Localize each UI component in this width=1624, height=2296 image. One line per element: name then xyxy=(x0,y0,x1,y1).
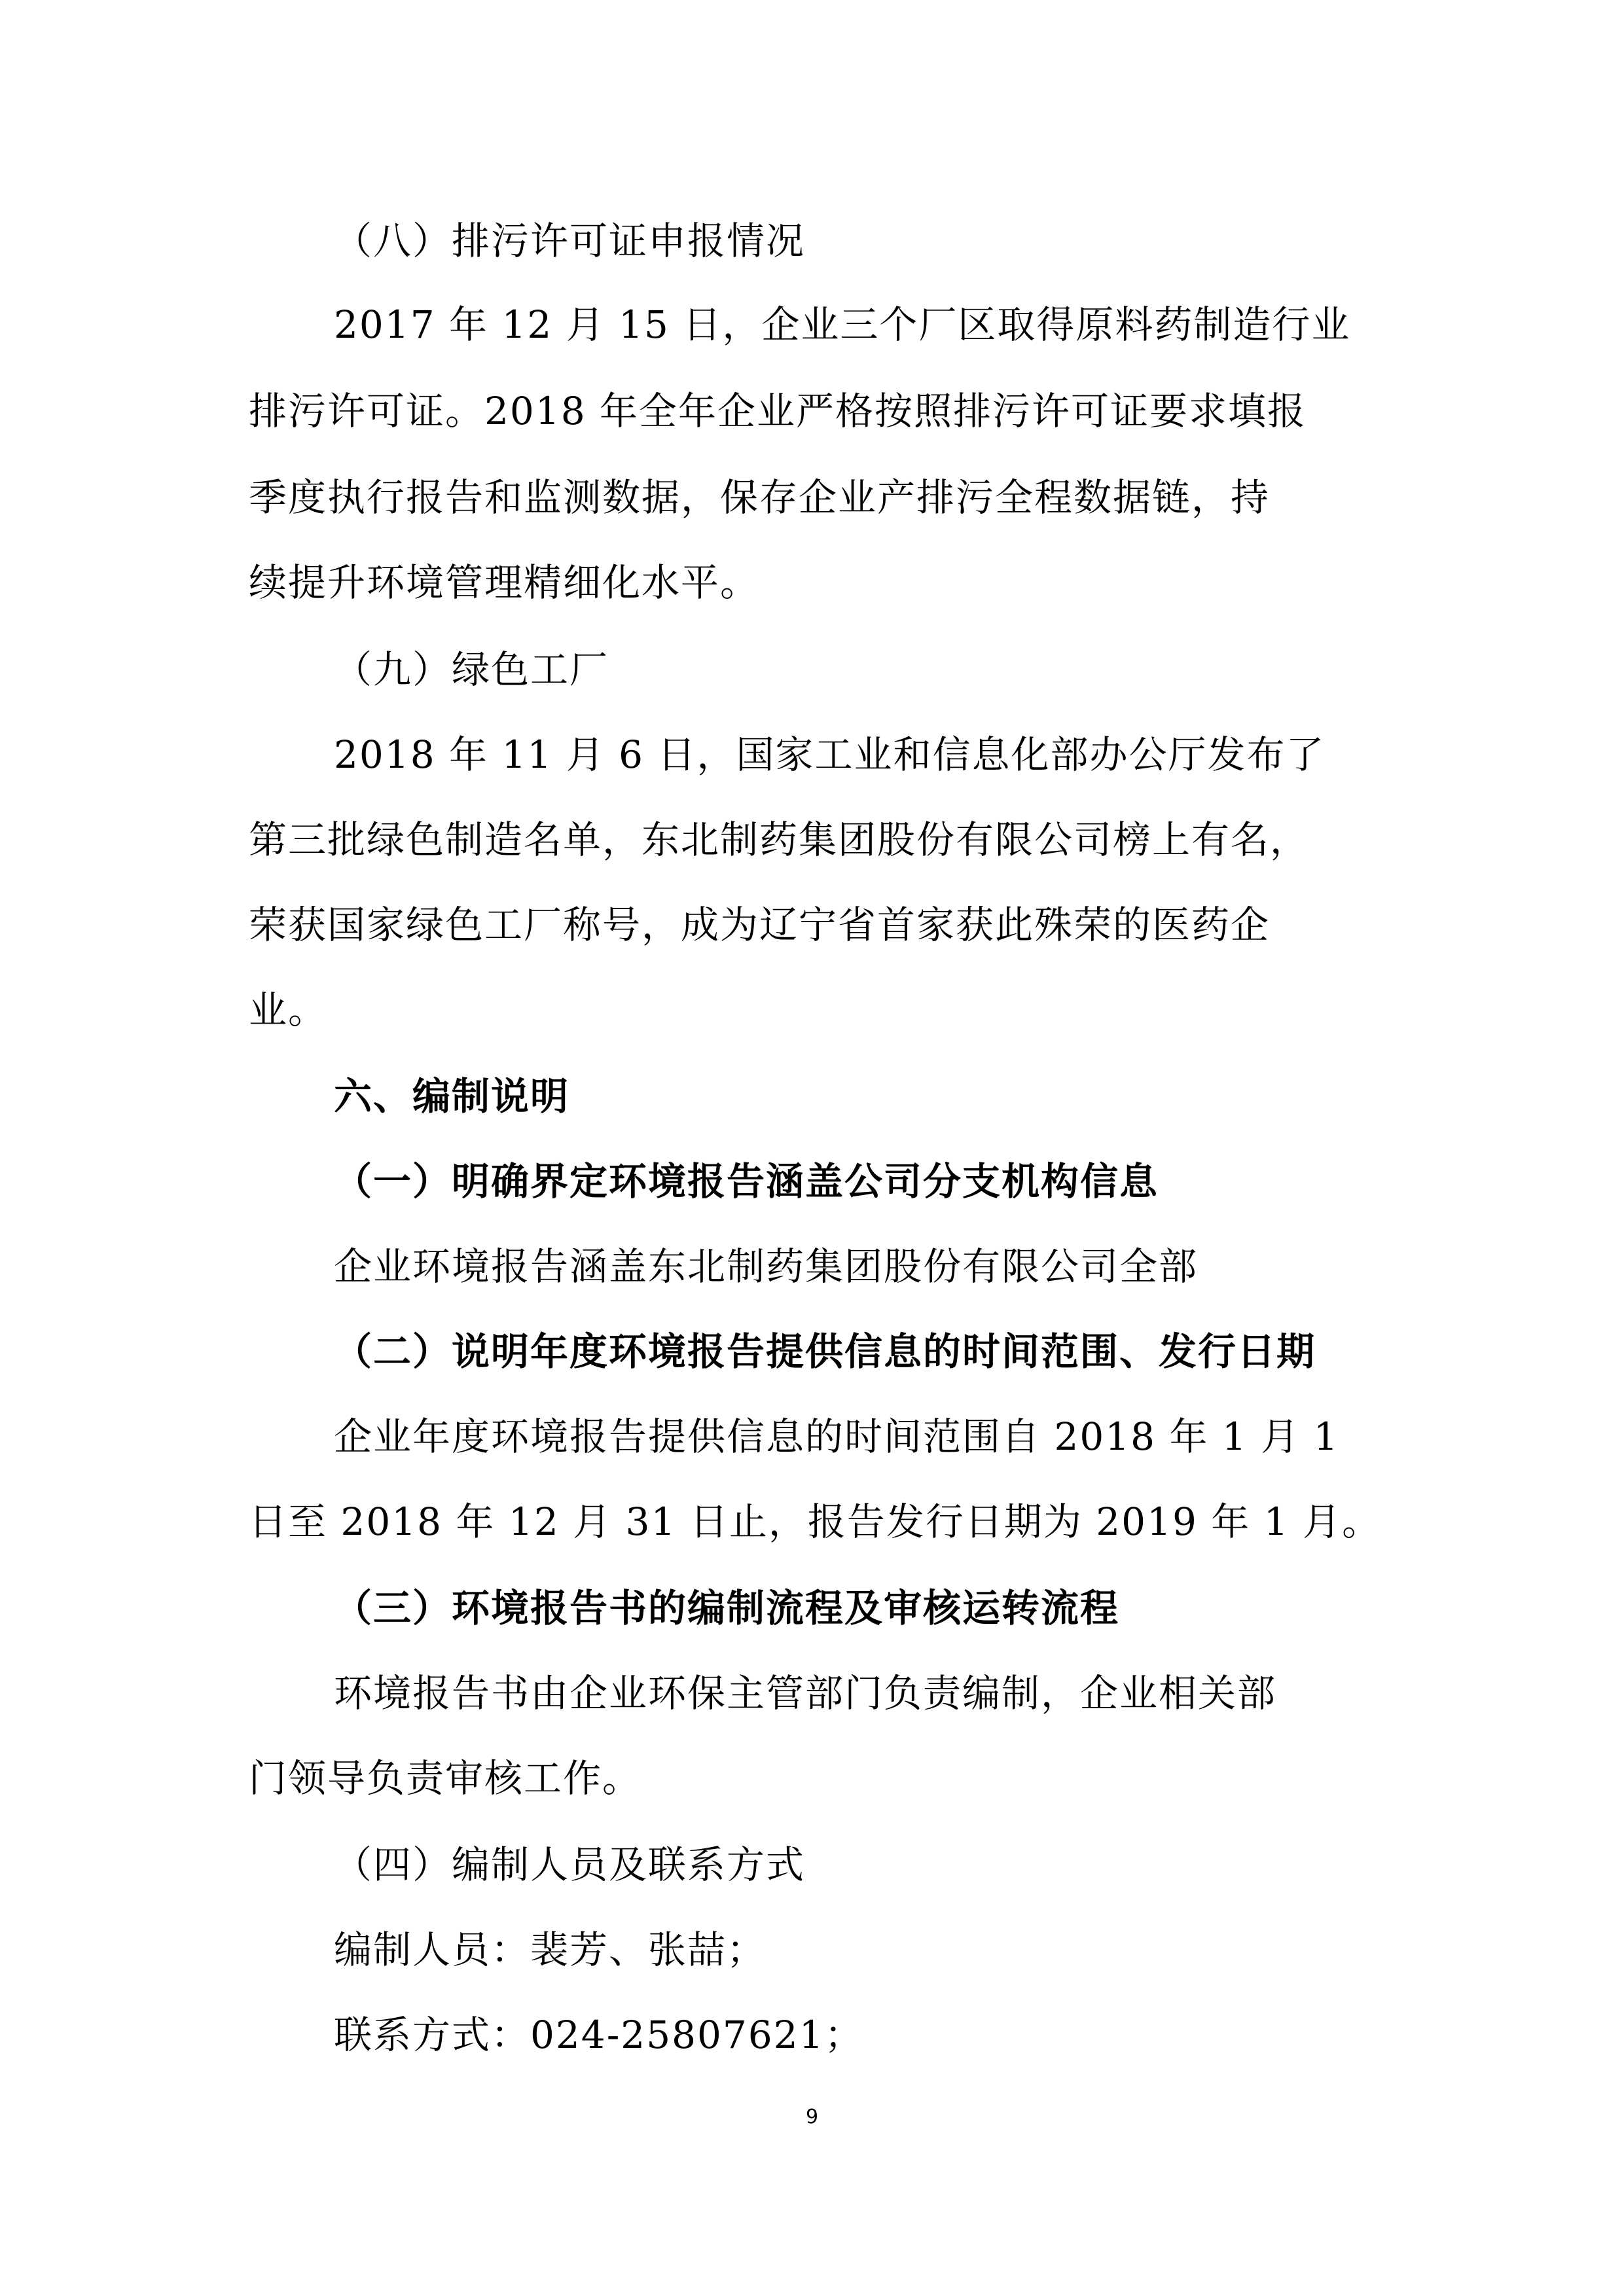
section-9-paragraph-line-4: 业。 xyxy=(249,988,328,1032)
subsection-2-line-2: 日至 2018 年 12 月 31 日止，报告发行日期为 2019 年 1 月。 xyxy=(249,1499,1382,1544)
contact-line: 联系方式：024-25807621； xyxy=(334,2013,864,2057)
subsection-2-line-1: 企业年度环境报告提供信息的时间范围自 2018 年 1 月 1 xyxy=(334,1414,1339,1459)
subsection-3-line-1: 环境报告书由企业环保主管部门负责编制，企业相关部 xyxy=(334,1671,1277,1715)
chapter-6-heading: 六、编制说明 xyxy=(334,1074,570,1119)
section-8-heading: （八）排污许可证申报情况 xyxy=(334,219,806,263)
subsection-4-heading: （四）编制人员及联系方式 xyxy=(334,1842,806,1887)
section-9-paragraph-line-2: 第三批绿色制造名单，东北制药集团股份有限公司榜上有名， xyxy=(249,817,1310,862)
section-9-heading: （九）绿色工厂 xyxy=(334,647,609,692)
section-8-paragraph-line-3: 季度执行报告和监测数据，保存企业产排污全程数据链，持 xyxy=(249,475,1271,520)
page-number: 9 xyxy=(805,2106,819,2128)
subsection-1-heading: （一）明确界定环境报告涵盖公司分支机构信息 xyxy=(334,1159,1159,1204)
section-9-paragraph-line-1: 2018 年 11 月 6 日，国家工业和信息化部办公厅发布了 xyxy=(334,732,1326,777)
section-8-paragraph-line-2: 排污许可证。2018 年全年企业严格按照排污许可证要求填报 xyxy=(249,389,1307,433)
section-8-paragraph-line-1: 2017 年 12 月 15 日，企业三个厂区取得原料药制造行业 xyxy=(334,302,1351,347)
compilers-line: 编制人员：裴芳、张喆； xyxy=(334,1928,767,1972)
subsection-3-heading: （三）环境报告书的编制流程及审核运转流程 xyxy=(334,1586,1120,1630)
section-9-paragraph-line-3: 荣获国家绿色工厂称号，成为辽宁省首家获此殊荣的医药企 xyxy=(249,903,1271,947)
subsection-2-heading: （二）说明年度环境报告提供信息的时间范围、发行日期 xyxy=(334,1329,1316,1374)
section-8-paragraph-line-4: 续提升环境管理精细化水平。 xyxy=(249,560,760,605)
subsection-3-line-2: 门领导负责审核工作。 xyxy=(249,1756,642,1801)
subsection-1-line-1: 企业环境报告涵盖东北制药集团股份有限公司全部 xyxy=(334,1244,1199,1289)
